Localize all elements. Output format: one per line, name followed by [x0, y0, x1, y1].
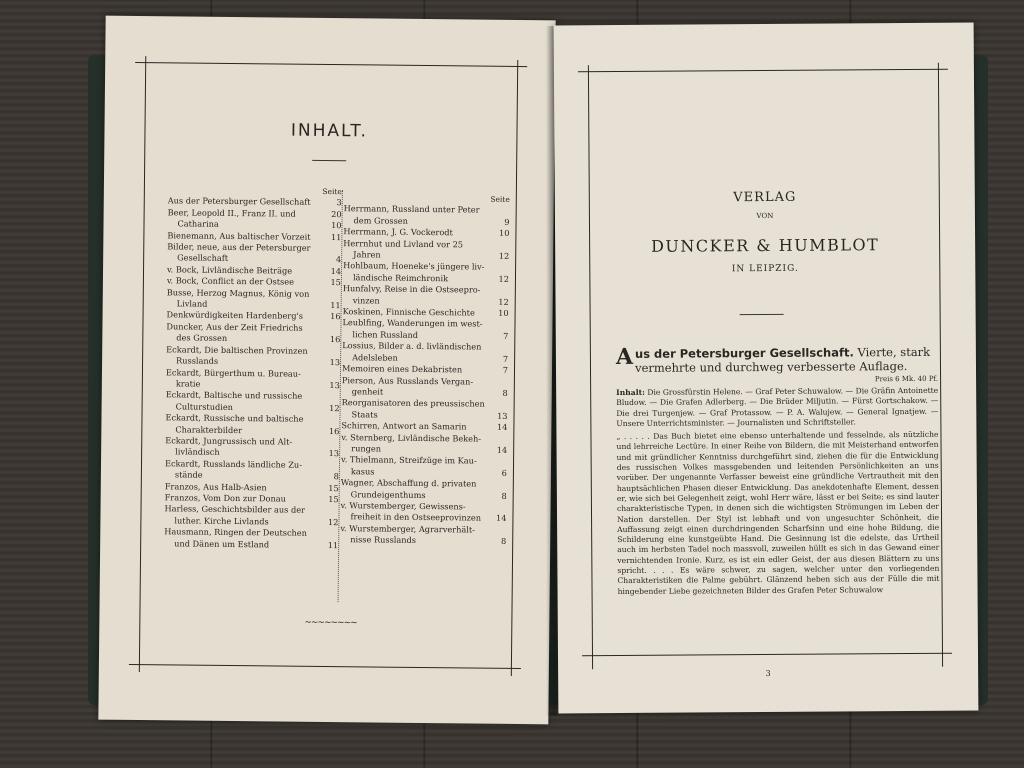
toc-entries	[340, 204, 510, 548]
toc-entry-page: 16	[328, 425, 340, 436]
toc-entry-title: Eckardt, Russische und baltische	[165, 412, 304, 424]
toc-entry-title: Harless, Geschichtsbilder aus der	[164, 503, 306, 516]
page-number: 3	[765, 668, 771, 679]
toc-entry	[340, 534, 506, 547]
frame-top-rule	[135, 62, 527, 67]
toc-entry-title: Memoiren eines Dekabristen	[341, 363, 463, 375]
frame-bottom-rule	[582, 653, 952, 657]
toc-entry-title: kasus	[350, 466, 375, 477]
toc-entry-title: Herrnhut und Livland vor 25	[343, 237, 464, 250]
toc-entry-title: Hausmann, Ringen der Deutschen	[164, 526, 308, 538]
toc-entry-title: freiheit in den Ostseeprovinzen	[350, 511, 482, 523]
toc-entry-title: Pierson, Aus Russlands Vergan-	[341, 374, 474, 387]
toc-entry-page: 15	[330, 277, 341, 288]
toc-entry-page: 3	[336, 197, 342, 208]
toc-entry-page: 13	[328, 448, 340, 459]
toc-entry-title: kratie	[175, 378, 201, 389]
toc-entry-title: livländisch	[175, 446, 220, 458]
advertisement	[616, 345, 940, 597]
toc-entry-title: v. Wurstemberger, Gewissens-	[340, 500, 466, 512]
toc-entry-title: Bilder, neue, aus der Petersburger	[167, 241, 311, 253]
toc-entry-page: 14	[496, 444, 508, 455]
toc-entry-title: Bienemann, Aus baltischer Vorzeit	[167, 229, 311, 242]
toc-entry-page: 10	[498, 228, 510, 239]
right-page	[554, 23, 979, 714]
book-title: us der Petersburger Gesellschaft.	[634, 345, 854, 361]
toc-entry-title: stände	[174, 469, 203, 480]
drop-cap: A	[615, 343, 634, 371]
toc-entry-page: 13	[329, 357, 341, 368]
von-text: VON	[756, 211, 774, 221]
toc-entry-title: Jahren	[353, 249, 381, 260]
toc-entry-title: Duncker, Aus der Zeit Friedrichs	[166, 321, 303, 333]
left-page	[98, 16, 555, 725]
toc-entry-title: v. Bock, Conflict an der Ostsee	[166, 275, 295, 287]
toc-entry-title: Reorganisatoren des preussischen	[341, 397, 485, 409]
toc-entry-title: Schirren, Antwort an Samarin	[341, 420, 467, 432]
ornament: ∼∼∼∼∼∼∼∼	[304, 617, 357, 629]
toc-entry-title: Eckardt, Jungrussisch und Alt-	[165, 435, 293, 447]
contents-text: Die Grossfürstin Helene. — Graf Peter Schuwalow. — Die Gräfin Antoinette Bludow. — Die Grafen Adlerberg. — Die Brüder Miljutin. — Fürst Gortschakow. — Die drei Turgenjew. — Graf Protassow. — P. A. Walujew. — General Ignatjew. — Unsere Unterrichtsminister. — Journalisten und Schriftsteller.	[616, 385, 939, 428]
toc-entry-title: nisse Russlands	[350, 534, 417, 546]
seite-label: Seite	[322, 186, 342, 197]
toc-entry-page: 15	[328, 493, 339, 505]
toc-entry-page: 11	[327, 539, 339, 550]
toc-entry-title: v. Sternberg, Livländische Bekeh-	[341, 431, 482, 444]
toc-entry-page: 11	[330, 300, 341, 311]
toc-entry-title: Franzos, Aus Halb-Asien	[164, 480, 267, 492]
toc-entry-page: 7	[503, 330, 509, 341]
toc-entry-page: 10	[331, 220, 342, 231]
review-paragraph: „ . . . . . Das Buch bietet eine ebenso unterhaltende und fesselnde, als nützliche und lehrreiche Lectüre. In einer Reihe von Bildern, die mit Meisterhand entworfen und mit gründlicher Kenntniss durchgeführt sind, ziehen die für die Entwicklung des russischen Volkes massgebenden und leitenden Persönlichkeiten an uns vorüber. Der ungenannte Verfasser beweist eine gründliche Vertrautheit mit den hauptsächlichen Phasen dieser Entwicklung. Das anekdotenhafte Element, dessen er, wie sich bei Gelegenheit zeigt, wohl Herr wäre, lässt er bei Seite; es sind lauter charakteristische Typen, in denen sich die wichtigsten Strömungen im Leben der Nation darstellen. Der Styl ist lebhaft und von ungesuchter Schönheit, die Auffassung zeigt einen durchdringenden Scharfsinn und eine hohe Bildung, die Schilderung eine kunstgeübte Hand. Die Gesinnung ist die edelste, das Urtheil auch im herbsten Tadel noch massvoll, zuweilen hüllt es sich in das Gewand einer vernichtenden Ironie. Kurz, es ist ein edler Geist, der aus diesen Blättern zu uns spricht. . . . Es wäre schwer, zu sagen, welcher unter den vorliegenden Charakteristiken die Palme gebührt. Glänzend heben sich aus der Fülle die mit hingebender Liebe gezeichneten Bilder des Grafen Peter Schuwalow	[616, 429, 940, 596]
toc-entry-title: Catharina	[177, 218, 219, 230]
toc-entry-page: 8	[502, 387, 508, 398]
toc-entry-title: Gesellschaft	[177, 252, 229, 264]
toc-entry-title: Denkwürdigkeiten Hardenberg's	[166, 309, 303, 322]
toc-column-1	[164, 184, 342, 551]
toc-entry-title: luther. Kirche Livlands	[174, 515, 269, 527]
title-divider	[312, 160, 346, 161]
toc-entry-title: v. Wurstemberger, Agrarverhält-	[340, 522, 476, 535]
toc-entries	[164, 196, 342, 551]
toc-entry-page: 7	[502, 353, 509, 364]
toc-entry-title: Eckardt, Russlands ländliche Zu-	[164, 458, 303, 470]
publisher-name: DUNCKER & HUMBLOT	[651, 235, 880, 256]
toc-entry-title: Hohlbaum, Hoeneke's jüngere liv-	[343, 260, 485, 273]
toc-entry-title: Grundeigenthums	[350, 488, 426, 500]
price: Preis 6 Mk. 40 Pf.	[874, 374, 939, 384]
toc-entry-page: 13	[497, 410, 508, 421]
frame-bottom-rule	[129, 664, 521, 669]
toc-entry-page: 12	[498, 273, 510, 284]
toc-entry-title: dem Grossen	[353, 215, 408, 226]
toc-entry-title: Beer, Leopold II., Franz II. und	[167, 207, 296, 219]
toc-entry-title: lichen Russland	[352, 329, 419, 340]
contents-label: Inhalt:	[616, 387, 645, 398]
toc-entry-page: 12	[498, 296, 509, 307]
toc-entry-title: vinzen	[352, 294, 380, 306]
toc-entry	[164, 538, 338, 551]
toc-entry-title: Charakterbilder	[175, 423, 243, 435]
toc-entry-page: 8	[501, 490, 507, 501]
toc-entry-page: 16	[330, 311, 341, 322]
toc-entry-page: 4	[335, 254, 342, 265]
toc-entry-page: 11	[330, 231, 342, 242]
toc-entry-title: Culturstudien	[175, 401, 234, 412]
frame-right-rule	[511, 60, 518, 676]
toc-entry-page: 12	[327, 516, 339, 527]
toc-entry-page: 12	[498, 250, 510, 261]
toc-entry-title: Staats	[351, 408, 378, 420]
advertisement-title	[616, 345, 938, 375]
toc-entry-page: 14	[495, 513, 507, 524]
toc-entry-title: Eckardt, Baltische und russische	[165, 389, 303, 402]
toc-entry-title: Aus der Petersburger Gesellschaft	[167, 195, 311, 208]
frame-top-rule	[578, 69, 948, 73]
toc-entry-page: 10	[498, 307, 509, 318]
toc-entry-page: 7	[502, 364, 509, 375]
toc-entry-title: und Dänen um Estland	[174, 538, 270, 549]
toc-entry-title: Busse, Herzog Magnus, König von	[166, 286, 310, 299]
toc-entry-title: Franzos, Vom Don zur Donau	[164, 492, 286, 504]
frame-left-rule	[139, 56, 146, 672]
toc-entry-title: Wagner, Abschaffung d. privaten	[340, 477, 477, 489]
toc-entry-title: Russlands	[176, 355, 219, 366]
toc-entry-title: Koskinen, Finnische Geschichte	[342, 306, 475, 318]
toc-entry-title: rungen	[351, 443, 382, 454]
contents-paragraph	[616, 386, 938, 429]
toc-entry-page: 8	[500, 536, 507, 547]
edition-note: Vierte, stark vermehrte und durchweg verbesserte Auflage.	[635, 344, 931, 375]
toc-entry-title: Herrmann, J. G. Vockerodt	[343, 226, 453, 238]
heading-divider	[740, 314, 784, 315]
frame-left-rule	[588, 65, 593, 669]
verlag-heading: VERLAG	[733, 189, 797, 206]
toc-entry-page: 8	[333, 471, 339, 482]
toc-entry-page: 12	[329, 402, 340, 413]
toc-entry-page: 15	[328, 482, 339, 493]
seite-label: Seite	[490, 194, 510, 204]
toc-entry-title: ländische Reimchronik	[352, 272, 449, 284]
toc-entry-title: des Grossen	[176, 332, 228, 344]
toc-entry-page: 20	[331, 208, 342, 219]
toc-entry-title: Eckardt, Bürgerthum u. Bureau-	[165, 366, 301, 379]
toc-entry-title: Herrmann, Russland unter Peter	[343, 203, 480, 215]
toc-entry-page: 9	[504, 216, 510, 227]
toc-entry-page: 13	[329, 379, 340, 391]
publisher-city: IN LEIPZIG.	[731, 263, 799, 275]
toc-column-2	[340, 192, 510, 547]
toc-entry-page: 14	[330, 265, 342, 276]
toc-entry-title: Lossius, Bilder a. d. livländischen	[342, 340, 482, 352]
toc-entry-title: Eckardt, Die baltischen Provinzen	[166, 344, 308, 356]
toc-entry-title: Leublfing, Wanderungen im west-	[342, 317, 483, 330]
toc-entry-title: Hunfalvy, Reise in die Ostseepro-	[342, 283, 481, 295]
toc-entry-title: v. Thielmann, Streifzüge im Kau-	[341, 454, 477, 466]
toc-entry-page: 16	[329, 334, 341, 345]
toc-entry-title: Livland	[176, 298, 208, 309]
toc-entry-title: Adelsleben	[352, 351, 398, 363]
toc-entry-title: genheit	[351, 386, 384, 397]
toc-entry-title: v. Bock, Livländische Beiträge	[166, 264, 293, 276]
toc-title: INHALT.	[290, 120, 369, 142]
toc-entry-page: 14	[496, 421, 508, 433]
toc-entry-page: 6	[501, 467, 507, 478]
